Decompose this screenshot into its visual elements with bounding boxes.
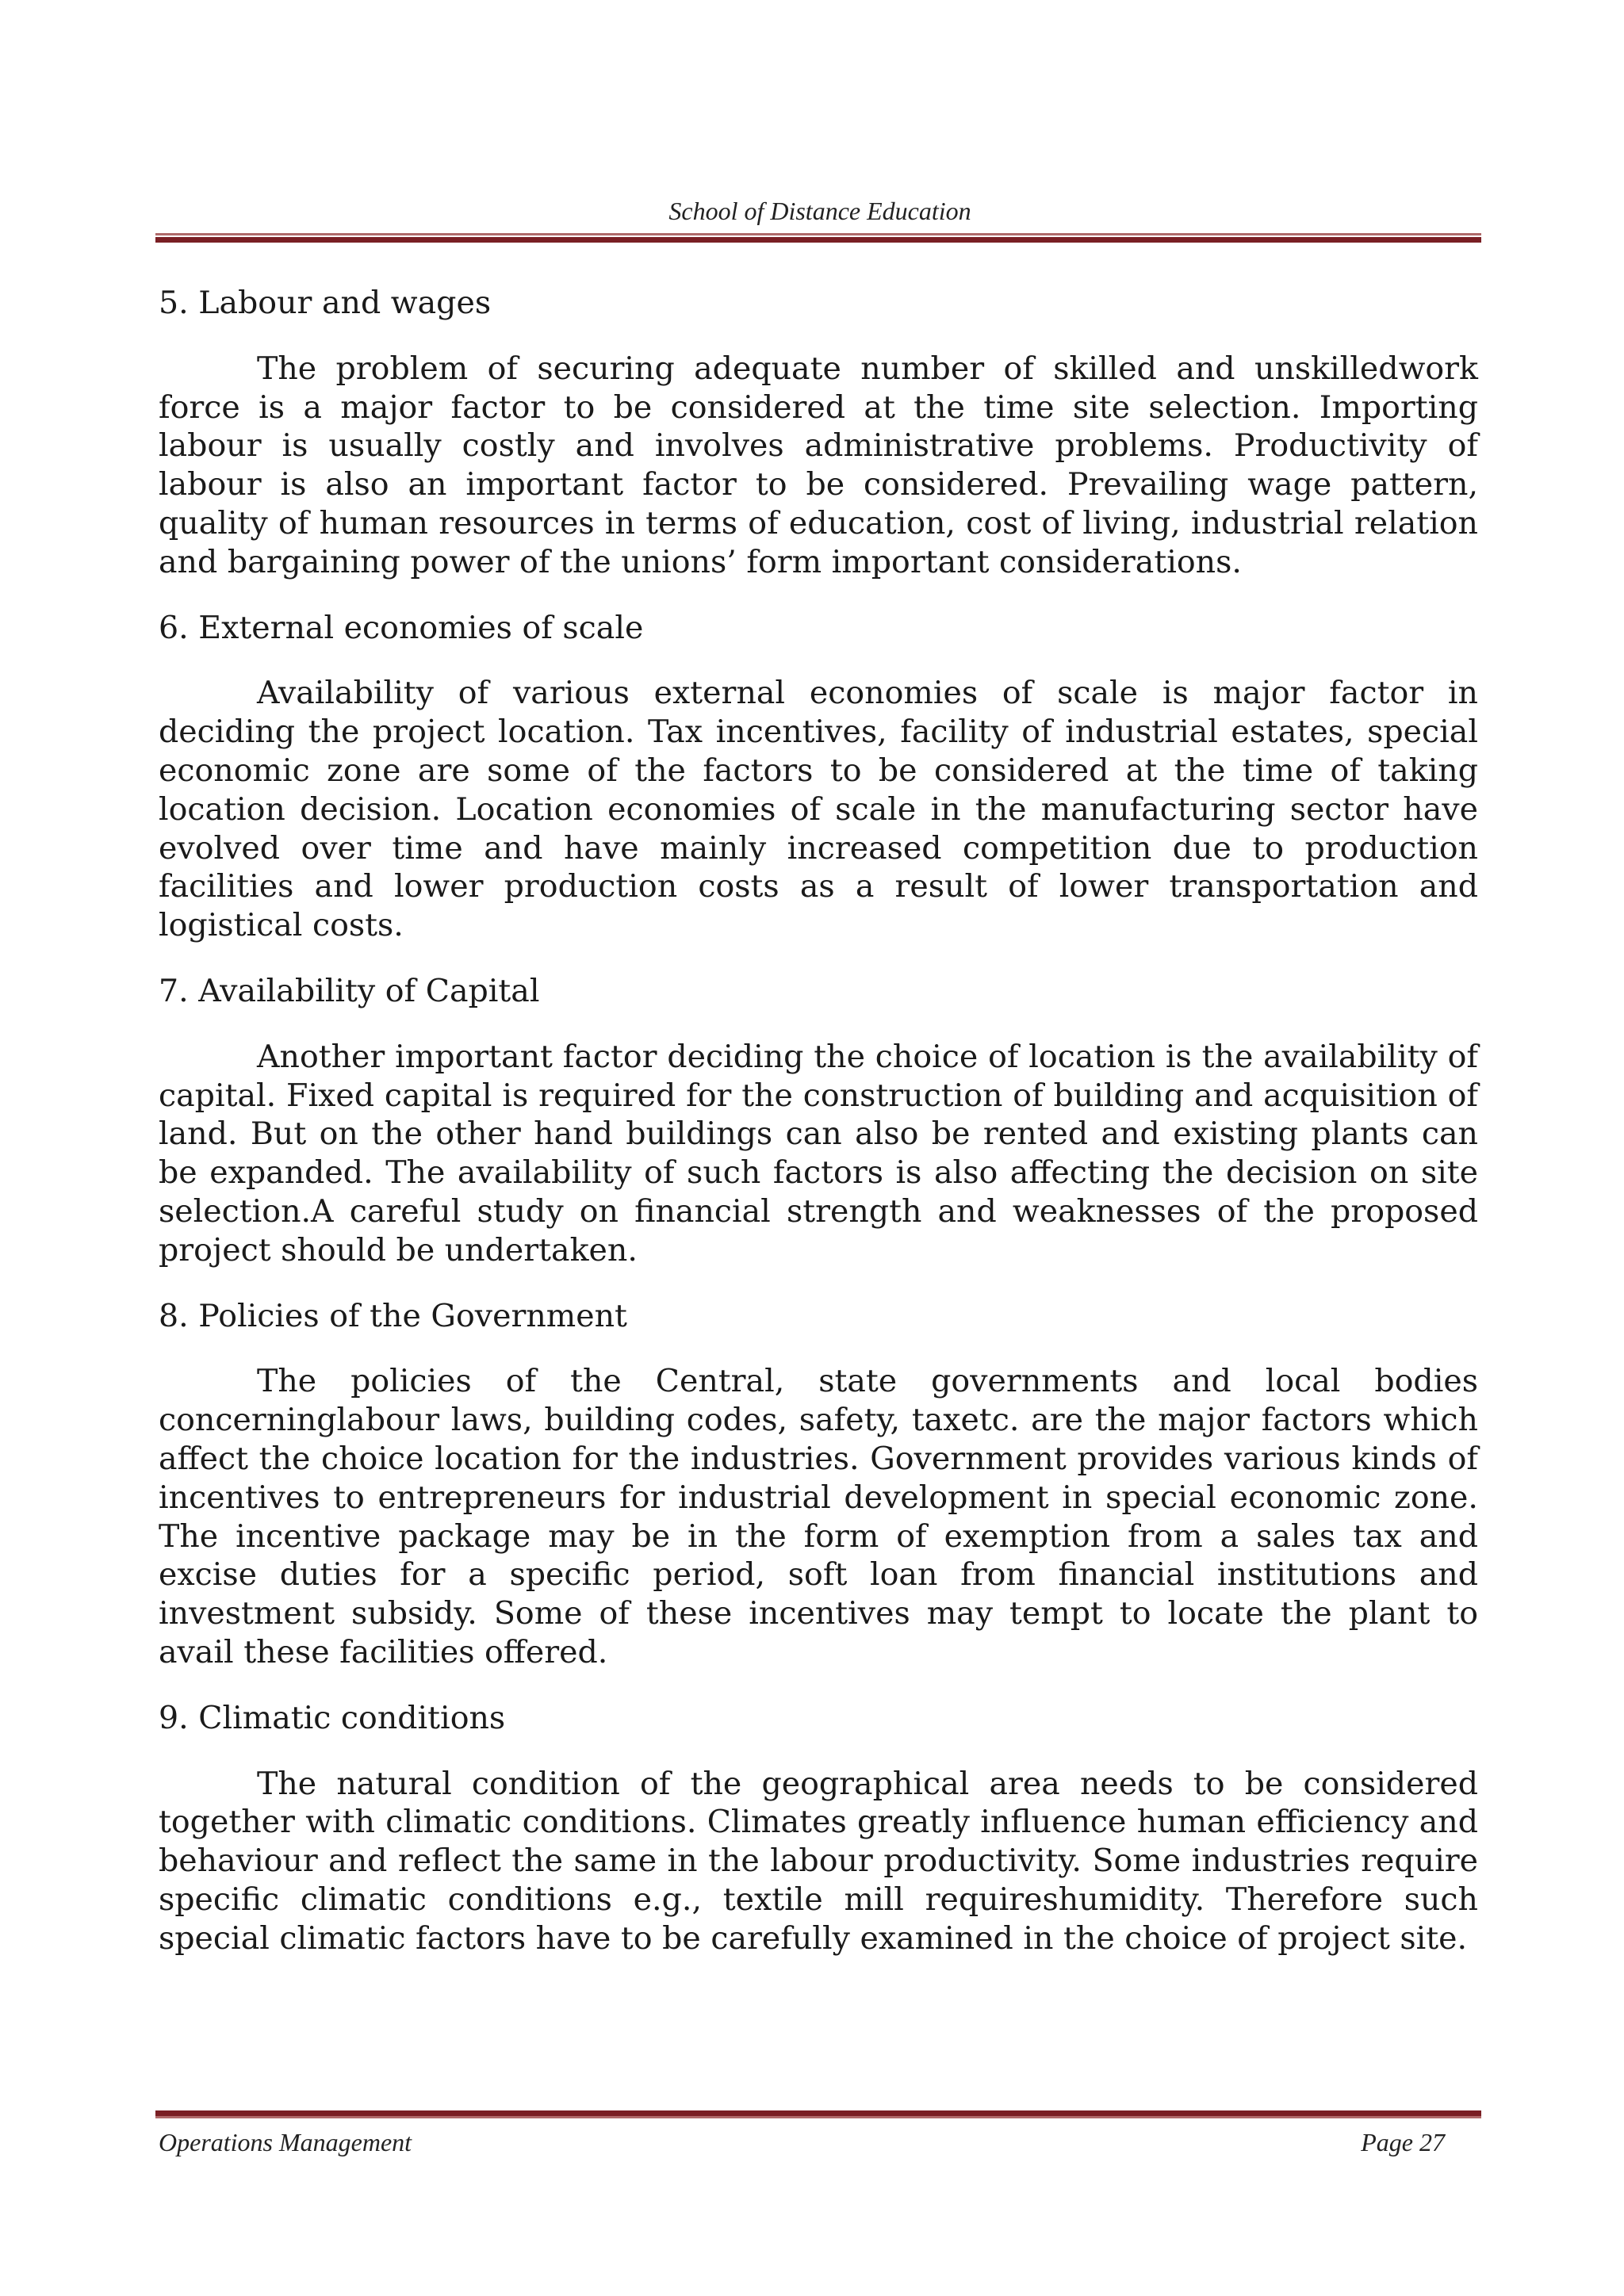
section-availability-of-capital [159,972,1478,1270]
section-paragraph: The natural condition of the geographical area needs to be considered together with climatic conditions. Climates greatly influence human efficiency and behaviour and reflect the same in the labour productivity. Some industries require specific climatic conditions e.g., textile mill requireshumidity. Therefore such special climatic factors have to be carefully examined in the choice of project site. [159,1765,1478,1957]
page-number: Page 27 [1361,2128,1445,2156]
section-heading: 9. Climatic conditions [159,1699,506,1736]
section-climatic-conditions [159,1699,1478,1958]
section-external-economies [159,609,1478,945]
section-heading: 5. Labour and wages [159,285,492,321]
section-paragraph: The problem of securing adequate number of skilled and unskilledwork force is a major factor to be considered at the time site selection. Importing labour is usually costly and involves administrative problems. Productivity of labour is also an important factor to be considered. Prevailing wage pattern, quality of human resources in terms of education, cost of living, industrial relation and bargaining power of the unions’ form important considerations. [159,350,1478,580]
header-divider [155,233,1481,241]
section-heading: 7. Availability of Capital [159,972,540,1009]
page-header: School of Distance Education [668,197,971,225]
section-labour-and-wages [159,284,1478,582]
section-government-policies [159,1297,1478,1672]
footer-course-title: Operations Management [159,2128,412,2156]
section-paragraph: The policies of the Central, state governments and local bodies concerninglabour laws, building codes, safety, taxetc. are the major factors which affect the choice location for the industries. Government provides various kinds of incentives to entrepreneurs for industrial development in special economic zone. The incentive package may be in the form of exemption from a sales tax and excise duties for a specific period, soft loan from financial institutions and investment subsidy. Some of these incentives may tempt to locate the plant to avail these facilities offered. [159,1363,1478,1670]
section-paragraph: Another important factor deciding the choice of location is the availability of capital. Fixed capital is required for the construction of building and acquisition of land. But on the other hand buildings can also be rented and existing plants can be expanded. The availability of such factors is also affecting the decision on site selection.A careful study on financial strength and weaknesses of the proposed project should be undertaken. [159,1038,1478,1269]
document-body [159,284,1478,1984]
section-heading: 8. Policies of the Government [159,1297,627,1334]
footer-divider [155,2109,1481,2117]
section-paragraph: Availability of various external economies of scale is major factor in deciding the project location. Tax incentives, facility of industrial estates, special economic zone are some of the factors to be considered at the time of taking location decision. Location economies of scale in the manufacturing sector have evolved over time and have mainly increased competition due to production facilities and lower production costs as a result of lower transportation and logistical costs. [159,675,1478,944]
section-heading: 6. External economies of scale [159,609,644,646]
